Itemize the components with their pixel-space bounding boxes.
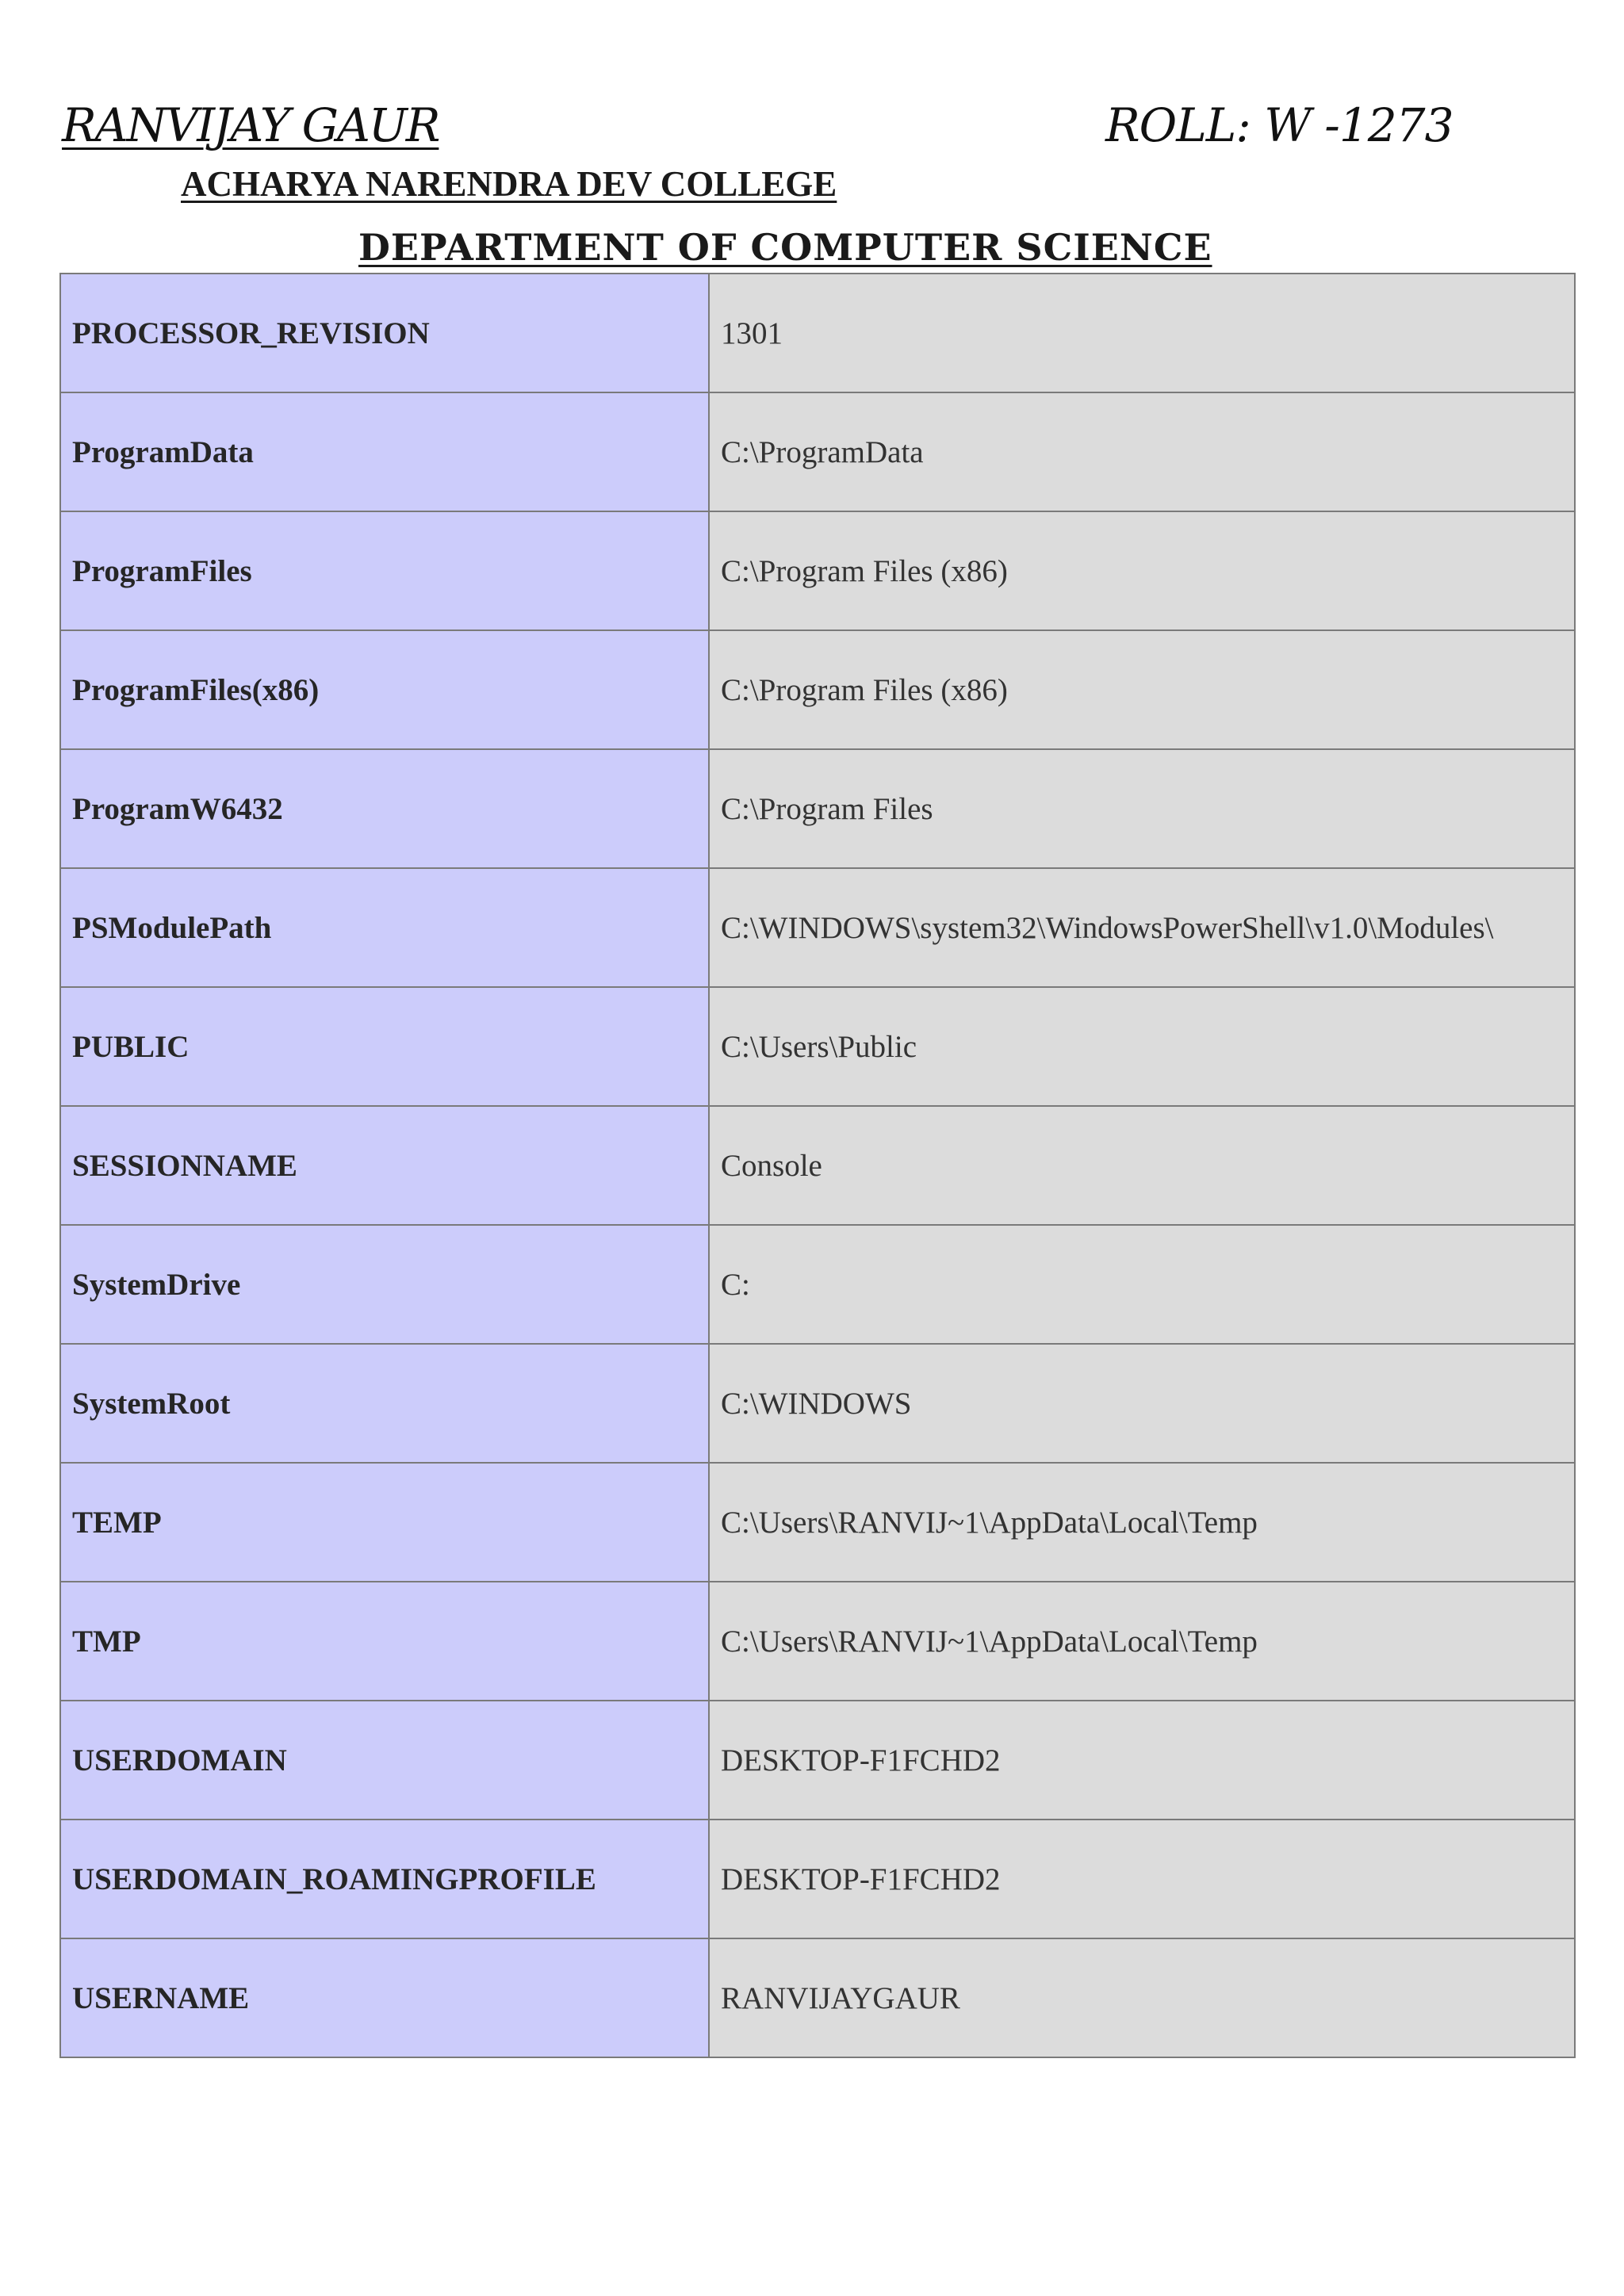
- variable-value: DESKTOP-F1FCHD2: [709, 1701, 1575, 1820]
- table-row: [60, 987, 1575, 1106]
- variable-value: C:\WINDOWS\system32\WindowsPowerShell\v1.0\Modules\: [709, 868, 1575, 987]
- variable-value: 1301: [709, 274, 1575, 392]
- variable-name: SystemDrive: [60, 1225, 709, 1344]
- table-row: [60, 274, 1575, 392]
- table-row: [60, 1938, 1575, 2057]
- table-row: [60, 1701, 1575, 1820]
- college-name: ACHARYA NARENDRA DEV COLLEGE: [181, 164, 837, 204]
- variable-value: C:\Users\Public: [709, 987, 1575, 1106]
- table-row: [60, 1463, 1575, 1582]
- table-row: [60, 511, 1575, 630]
- roll-number: ROLL: W -1273: [1105, 98, 1454, 152]
- variable-value: C:\ProgramData: [709, 392, 1575, 511]
- variable-name: ProgramData: [60, 392, 709, 511]
- table-row: [60, 1820, 1575, 1938]
- variable-name: ProgramFiles(x86): [60, 630, 709, 749]
- variable-name: PROCESSOR_REVISION: [60, 274, 709, 392]
- variable-name: SESSIONNAME: [60, 1106, 709, 1225]
- table-row: [60, 749, 1575, 868]
- variable-name: PUBLIC: [60, 987, 709, 1106]
- variable-value: C:\Users\RANVIJ~1\AppData\Local\Temp: [709, 1463, 1575, 1582]
- table-row: [60, 1225, 1575, 1344]
- table-row: [60, 1582, 1575, 1701]
- variable-name: USERNAME: [60, 1938, 709, 2057]
- variable-value: Console: [709, 1106, 1575, 1225]
- table-row: [60, 1344, 1575, 1463]
- environment-variables-table: [59, 273, 1576, 2058]
- table-row: [60, 1106, 1575, 1225]
- variable-name: ProgramFiles: [60, 511, 709, 630]
- variable-value: C:: [709, 1225, 1575, 1344]
- variable-name: SystemRoot: [60, 1344, 709, 1463]
- variable-name: PSModulePath: [60, 868, 709, 987]
- variable-value: RANVIJAYGAUR: [709, 1938, 1575, 2057]
- variable-value: C:\WINDOWS: [709, 1344, 1575, 1463]
- variable-value: C:\Users\RANVIJ~1\AppData\Local\Temp: [709, 1582, 1575, 1701]
- table-row: [60, 868, 1575, 987]
- variable-value: C:\Program Files (x86): [709, 630, 1575, 749]
- variable-name: ProgramW6432: [60, 749, 709, 868]
- variable-name: TEMP: [60, 1463, 709, 1582]
- variable-name: TMP: [60, 1582, 709, 1701]
- table-row: [60, 630, 1575, 749]
- variable-value: C:\Program Files: [709, 749, 1575, 868]
- variable-value: DESKTOP-F1FCHD2: [709, 1820, 1575, 1938]
- table-row: [60, 392, 1575, 511]
- department-name: DEPARTMENT OF COMPUTER SCIENCE: [358, 226, 1212, 269]
- student-name: RANVIJAY GAUR: [62, 98, 439, 152]
- variable-value: C:\Program Files (x86): [709, 511, 1575, 630]
- variable-name: USERDOMAIN: [60, 1701, 709, 1820]
- variable-name: USERDOMAIN_ROAMINGPROFILE: [60, 1820, 709, 1938]
